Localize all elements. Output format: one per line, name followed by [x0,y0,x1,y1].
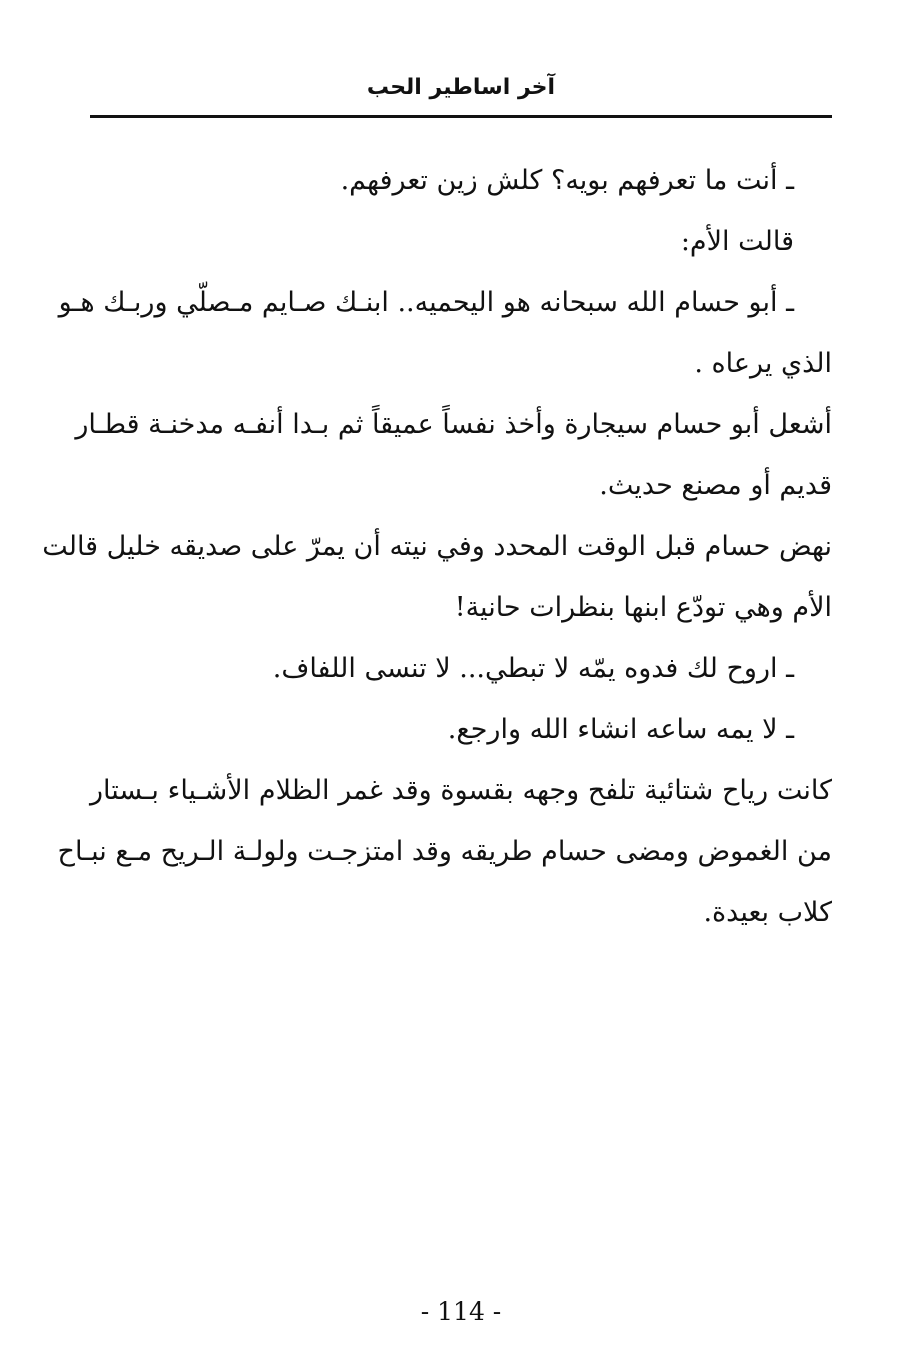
text-line: قديم أو مصنع حديث. [599,470,832,501]
text-line: كانت رياح شتائية تلفح وجهه بقسوة وقد غمر الظلام الأشـياء بـستار [90,775,832,806]
text-line: من الغموض ومضى حسام طريقه وقد امتزجـت ولولـة الـريح مـع نبـاح [57,836,832,867]
text-line: أشعل أبو حسام سيجارة وأخذ نفساً عميقاً ثم بـدا أنفـه مدخنـة قطـار [75,409,832,440]
text-line: قالت الأم: [680,226,794,257]
page-text-body [42,150,832,943]
page-number: - 114 - [420,1297,502,1326]
text-line: الذي يرعاه . [694,348,832,379]
text-line: ـ اروح لك فدوه يمّه لا تبطي... لا تنسى اللفاف. [272,653,794,684]
header-divider [90,115,832,118]
text-line: الأم وهي تودّع ابنها بنظرات حانية! [454,592,832,623]
text-line: ـ لا يمه ساعه انشاء الله وارجع. [447,714,794,745]
text-line: ـ أنت ما تعرفهم بويه؟ كلش زين تعرفهم. [340,165,794,196]
text-line: نهض حسام قبل الوقت المحدد وفي نيته أن يمرّ على صديقه خليل قالت [42,531,832,562]
running-header-title: آخر اساطير الحب [366,75,556,100]
text-line: كلاب بعيدة. [703,897,832,928]
text-line: ـ أبو حسام الله سبحانه هو اليحميه.. ابنـك صـايم مـصلّي وربـك هـو [58,287,794,318]
